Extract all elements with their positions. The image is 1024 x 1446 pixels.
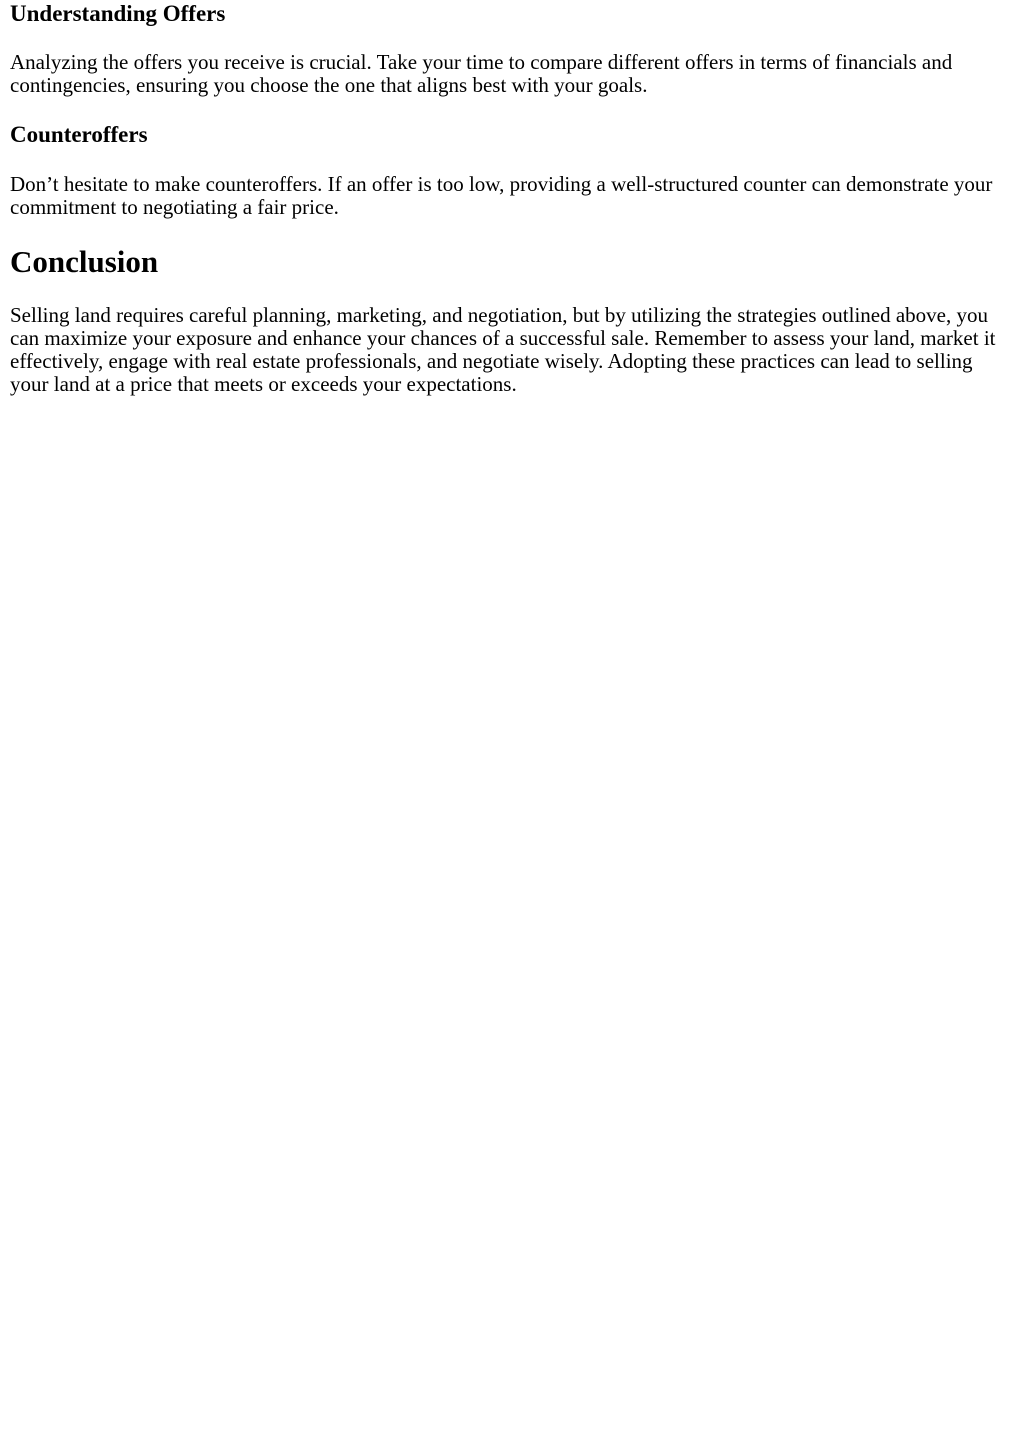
paragraph-understanding-offers: Analyzing the offers you receive is crucial. Take your time to compare different offers in terms of financials and contingencies, ensuring you choose the one that aligns best with your goals. [10,50,953,97]
section-heading-counteroffers: Counteroffers [10,122,148,147]
article-content [10,0,1010,396]
paragraph-conclusion: Selling land requires careful planning, marketing, and negotiation, but by utilizing the strategies outlined above, you can maximize your exposure and enhance your chances of a successful sale. Remember to assess your land, market it effectively, engage with real estate professionals, and negotiate wisely. Adopting these practices can lead to selling your land at a price that meets or exceeds your expectations. [10,303,996,396]
section-heading-understanding-offers: Understanding Offers [10,1,226,26]
section-heading-conclusion: Conclusion [10,244,159,279]
paragraph-counteroffers: Don’t hesitate to make counteroffers. If an offer is too low, providing a well-structured counter can demonstrate your commitment to negotiating a fair price. [10,172,993,219]
